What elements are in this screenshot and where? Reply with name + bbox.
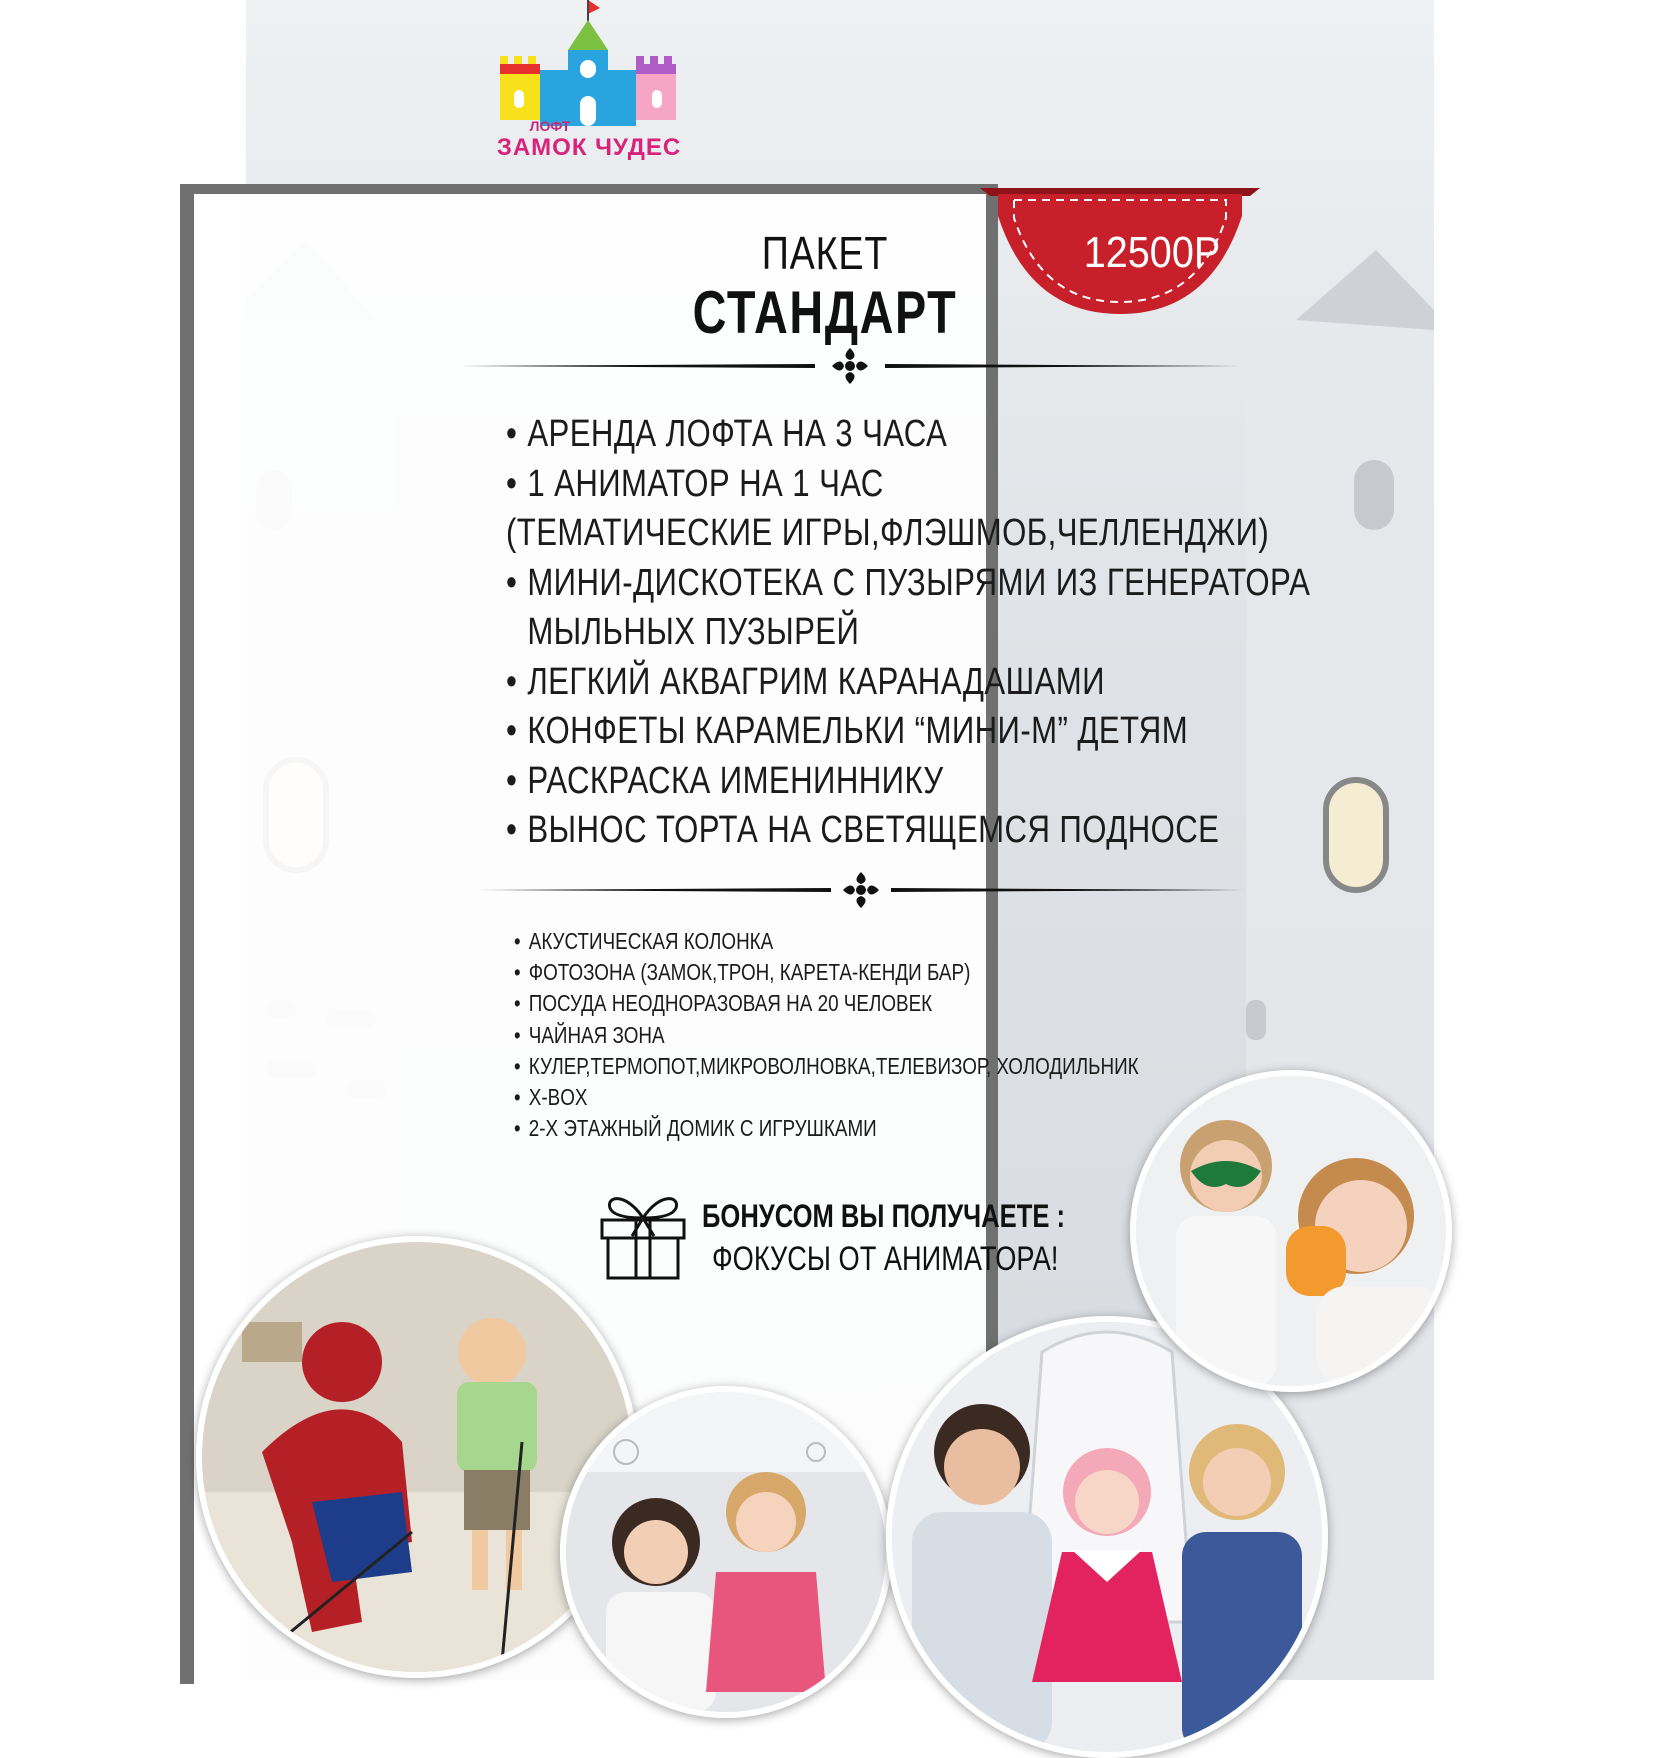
- list-item-continuation: (ТЕМАТИЧЕСКИЕ ИГРЫ,ФЛЭШМОБ,ЧЕЛЛЕНДЖИ): [506, 512, 1270, 554]
- list-item: • 1 АНИМАТОР НА 1 ЧАС: [506, 462, 884, 505]
- list-item-continuation: МЫЛЬНЫХ ПУЗЫРЕЙ: [527, 611, 860, 653]
- list-item: • КУЛЕР,ТЕРМОПОТ,МИКРОВОЛНОВКА,ТЕЛЕВИЗОР, ХОЛОДИЛЬНИК: [514, 1052, 1139, 1079]
- package-title: ПАКЕТ: [761, 227, 889, 279]
- logo-name: ЗАМОК ЧУДЕС: [496, 134, 682, 161]
- list-item: • 2-Х ЭТАЖНЫЙ ДОМИК С ИГРУШКАМИ: [514, 1115, 877, 1142]
- logo-small-text: ЛОФТ: [529, 118, 571, 134]
- gift-box-icon: [596, 1188, 690, 1280]
- ornament-divider-middle: [476, 870, 1244, 910]
- list-item: • АКУСТИЧЕСКАЯ КОЛОНКА: [514, 928, 774, 954]
- list-item: • РАСКРАСКА ИМЕНИННИКУ: [506, 759, 944, 802]
- ornament-divider-top: [460, 346, 1240, 386]
- photo-girl-bubbles: [560, 1386, 892, 1718]
- list-item: • АРЕНДА ЛОФТА НА 3 ЧАСА: [506, 413, 948, 455]
- list-item: • ВЫНОС ТОРТА НА СВЕТЯЩЕМСЯ ПОДНОСЕ: [506, 809, 1220, 851]
- extras-list: [514, 926, 1276, 1144]
- photo-face-painting: [1130, 1070, 1452, 1392]
- list-item: • КОНФЕТЫ КАРАМЕЛЬКИ “МИНИ-М” ДЕТЯМ: [506, 710, 1189, 752]
- price-label: 12500Р: [1083, 228, 1221, 277]
- bonus-heading: БОНУСОМ ВЫ ПОЛУЧАЕТЕ :: [702, 1198, 1066, 1234]
- cross-ornament-icon: [832, 348, 868, 384]
- main-services-list: [506, 410, 1487, 856]
- list-item: • МИНИ-ДИСКОТЕКА С ПУЗЫРЯМИ ИЗ ГЕНЕРАТОРА: [506, 561, 1311, 604]
- list-item: • ФОТОЗОНА (ЗАМОК,ТРОН, КАРЕТА-КЕНДИ БАР): [514, 959, 971, 986]
- package-name: СТАНДАРТ: [692, 279, 958, 346]
- list-item: • ЛЕГКИЙ АКВАГРИМ КАРАНАДАШАМИ: [506, 660, 1105, 703]
- bonus-text: ФОКУСЫ ОТ АНИМАТОРА!: [712, 1240, 1059, 1278]
- list-item: • ПОСУДА НЕОДНОРАЗОВАЯ НА 20 ЧЕЛОВЕК: [514, 990, 933, 1017]
- list-item: • ЧАЙНАЯ ЗОНА: [514, 1021, 665, 1048]
- cross-ornament-icon: [843, 872, 879, 908]
- list-item: • X-BOX: [514, 1084, 588, 1111]
